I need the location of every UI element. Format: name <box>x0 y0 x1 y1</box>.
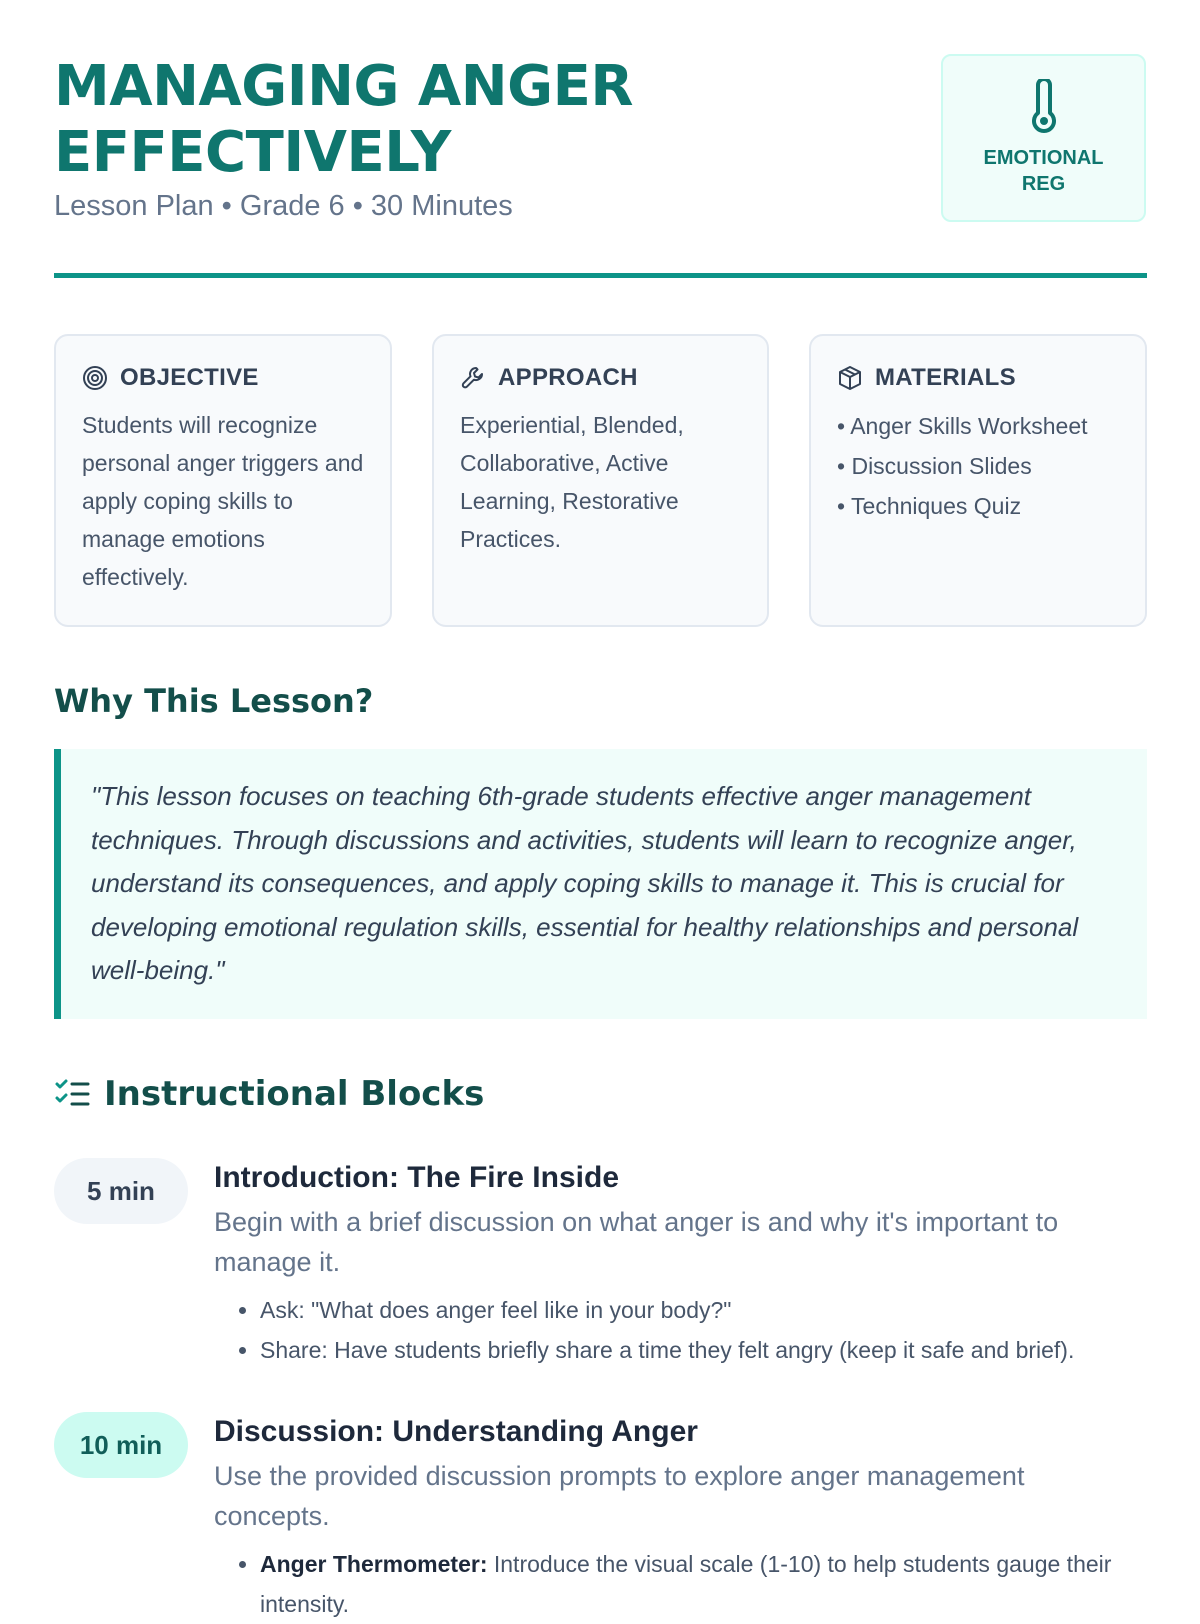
duration-pill: 10 min <box>54 1412 188 1478</box>
target-icon <box>82 365 108 391</box>
approach-title: APPROACH <box>498 364 638 391</box>
list-checks-icon <box>54 1078 90 1110</box>
page-subtitle: Lesson Plan • Grade 6 • 30 Minutes <box>54 190 513 222</box>
instructional-heading-text: Instructional Blocks <box>104 1074 485 1114</box>
bullet-text: Introduce the visual scale (1-10) to help students gauge their intensity. <box>260 1551 1112 1617</box>
objective-title: OBJECTIVE <box>120 364 259 391</box>
list-item: • Anger Skills Worksheet <box>837 406 1119 446</box>
block-bullets <box>214 1544 1147 1624</box>
list-item: • Discussion Slides <box>837 446 1119 486</box>
list-item: • Techniques Quiz <box>837 486 1119 526</box>
materials-card <box>809 334 1147 627</box>
badge-label: EMOTIONAL REG <box>983 147 1104 195</box>
instructional-heading <box>54 1074 484 1114</box>
package-icon <box>837 365 863 391</box>
block-title: Introduction: The Fire Inside <box>214 1161 619 1194</box>
objective-card <box>54 334 392 627</box>
materials-title: MATERIALS <box>875 364 1016 391</box>
block-description: Use the provided discussion prompts to explore anger management concepts. <box>214 1461 1025 1531</box>
bullet-bold-label: Anger Thermometer: <box>260 1551 488 1577</box>
why-heading: Why This Lesson? <box>54 682 374 720</box>
approach-text: Experiential, Blended, Collaborative, Active Learning, Restorative Practices. <box>460 412 684 552</box>
why-quote: "This lesson focuses on teaching 6th-grade students effective anger management techniques. Through discussions and activities, students will learn to recognize anger, understand its consequences, and apply coping skills to manage it. This is crucial for developing emotional regulation skills, essential for healthy relationships and personal well-being." <box>54 749 1147 1019</box>
list-item: • Share: Have students briefly share a time they felt angry (keep it safe and brief). <box>260 1330 1147 1370</box>
block-title: Discussion: Understanding Anger <box>214 1415 698 1448</box>
thermometer-icon <box>1029 79 1059 133</box>
block-bullets <box>214 1290 1147 1370</box>
objective-text: Students will recognize personal anger triggers and apply coping skills to manage emotions effectively. <box>82 412 364 590</box>
list-item <box>260 1544 1147 1624</box>
page-title: MANAGING ANGER EFFECTIVELY <box>54 54 633 185</box>
emotional-reg-badge <box>941 54 1146 222</box>
wrench-icon <box>460 365 486 391</box>
list-item: • Ask: "What does anger feel like in your body?" <box>260 1290 1147 1330</box>
block-description: Begin with a brief discussion on what anger is and why it's important to manage it. <box>214 1207 1059 1277</box>
materials-list <box>837 406 1119 526</box>
approach-card <box>432 334 769 627</box>
header-divider <box>54 273 1147 278</box>
duration-pill: 5 min <box>54 1158 188 1224</box>
summary-cards <box>54 334 1147 627</box>
